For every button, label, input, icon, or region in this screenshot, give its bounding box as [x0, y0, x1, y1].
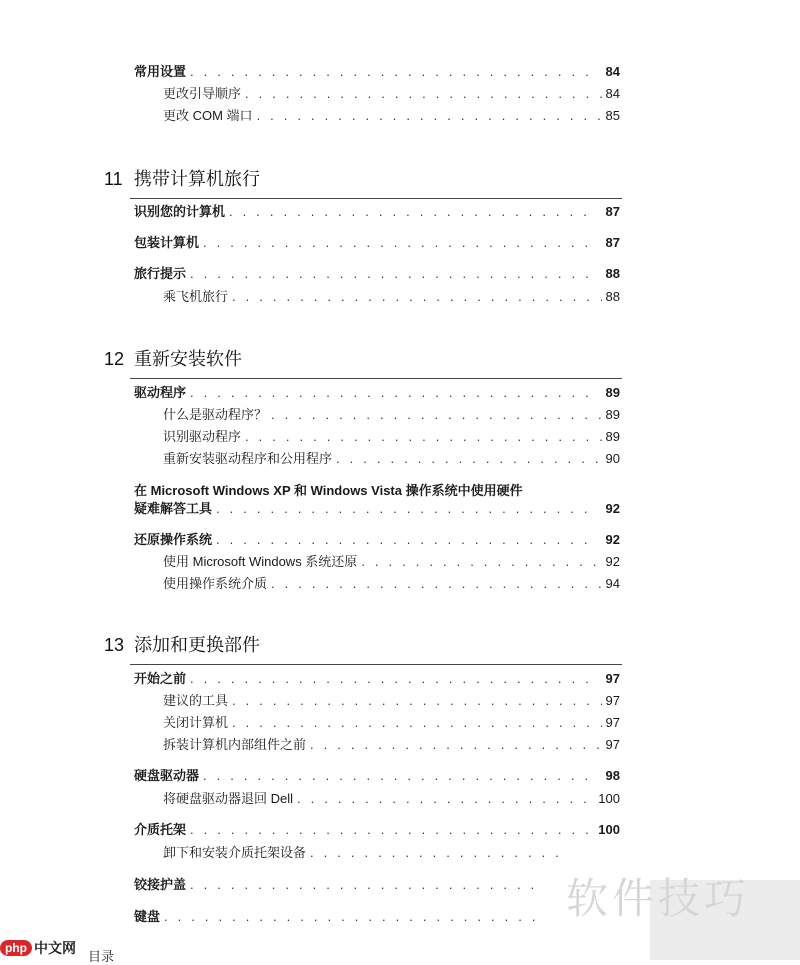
- chapter-title: 重新安装软件: [134, 349, 242, 369]
- toc-entry[interactable]: [134, 822, 620, 838]
- toc-entry[interactable]: [134, 64, 620, 80]
- logo-badge: php: [0, 940, 32, 956]
- leader-dots: [190, 64, 594, 80]
- leader-dots: [297, 791, 594, 807]
- toc-entry[interactable]: [134, 385, 620, 401]
- toc-entry[interactable]: [163, 576, 620, 592]
- toc-entry-page: 97: [605, 715, 620, 730]
- leader-dots: [229, 204, 594, 220]
- toc-entry-page: 100: [598, 822, 620, 837]
- leader-dots: [190, 385, 594, 401]
- watermark-text: 软件技巧: [566, 874, 751, 923]
- leader-dots: [336, 451, 602, 467]
- toc-entry[interactable]: [134, 909, 562, 925]
- toc-entry-page: 84: [605, 64, 620, 79]
- toc-entry-title: 更改引导顺序: [163, 86, 242, 101]
- chapter-number: 13: [104, 635, 125, 655]
- toc-entry-title: 使用 Microsoft Windows 系统还原: [163, 554, 358, 569]
- toc-entry[interactable]: [134, 532, 620, 548]
- toc-entry-page: 97: [605, 737, 620, 752]
- chapter-heading-12: [104, 348, 242, 370]
- toc-entry[interactable]: [134, 204, 620, 220]
- toc-entry-page: 84: [605, 86, 620, 101]
- toc-entry-title: 常用设置: [134, 64, 187, 79]
- toc-entry[interactable]: [163, 86, 620, 102]
- leader-dots: [232, 715, 602, 731]
- chapter-rule: [130, 378, 622, 379]
- toc-entry-title: 还原操作系统: [134, 532, 213, 547]
- toc-entry-title: 使用操作系统介质: [163, 576, 268, 591]
- toc-entry-page: 88: [605, 266, 620, 281]
- toc-entry[interactable]: [163, 108, 620, 124]
- leader-dots: [271, 407, 602, 423]
- toc-entry-title: 硬盘驱动器: [134, 768, 200, 783]
- toc-entry-title: 键盘: [134, 909, 161, 924]
- toc-entry[interactable]: [134, 768, 620, 784]
- toc-entry-page: 85: [605, 108, 620, 123]
- toc-entry[interactable]: [163, 737, 620, 753]
- leader-dots: [361, 554, 601, 570]
- toc-entry-title: 旅行提示: [134, 266, 187, 281]
- toc-entry-title: 卸下和安装介质托架设备: [163, 845, 307, 860]
- leader-dots: [190, 671, 594, 687]
- toc-entry-title: 铰接护盖: [134, 877, 187, 892]
- toc-entry-page: 97: [605, 693, 620, 708]
- leader-dots: [190, 877, 536, 893]
- toc-entry-title: 乘飞机旅行: [163, 289, 229, 304]
- toc-entry-page: 92: [605, 554, 620, 569]
- toc-entry-title: 驱动程序: [134, 385, 187, 400]
- toc-entry-title: 什么是驱动程序？: [163, 407, 268, 422]
- toc-entry-title: 更改 COM 端口: [163, 108, 253, 123]
- toc-entry-page: 94: [605, 576, 620, 591]
- toc-entry-page: 89: [605, 429, 620, 444]
- leader-dots: [245, 429, 602, 445]
- toc-entry-title: 开始之前: [134, 671, 187, 686]
- toc-entry-title: 介质托架: [134, 822, 187, 837]
- chapter-number: 12: [104, 349, 125, 369]
- toc-entry-page: 87: [605, 204, 620, 219]
- leader-dots: [190, 822, 594, 838]
- leader-dots: [190, 266, 594, 282]
- toc-entry-title: 将硬盘驱动器退回 Dell: [163, 791, 294, 806]
- toc-entry-title: 识别驱动程序: [163, 429, 242, 444]
- toc-entry-page: 90: [605, 451, 620, 466]
- toc-entry-page: 89: [605, 407, 620, 422]
- chapter-number: 11: [104, 169, 123, 189]
- chapter-rule: [130, 664, 622, 665]
- footer-label: 目录: [88, 949, 115, 964]
- toc-entry-page: 89: [605, 385, 620, 400]
- toc-entry[interactable]: [163, 791, 620, 807]
- chapter-title: 添加和更换部件: [134, 635, 260, 655]
- chapter-rule: [130, 198, 622, 199]
- toc-entry[interactable]: [163, 451, 620, 467]
- toc-entry-page: 87: [605, 235, 620, 250]
- toc-entry[interactable]: [134, 877, 562, 893]
- toc-entry[interactable]: [163, 407, 620, 423]
- chapter-heading-13: [104, 634, 260, 656]
- toc-entry-page: 100: [598, 791, 620, 806]
- toc-entry-title: 拆装计算机内部组件之前: [163, 737, 307, 752]
- toc-entry-page: 88: [605, 289, 620, 304]
- leader-dots: [216, 532, 594, 548]
- logo-text: 中文网: [34, 940, 76, 956]
- leader-dots: [232, 289, 602, 305]
- site-logo[interactable]: [0, 938, 76, 958]
- toc-entry-title: 识别您的计算机: [134, 204, 226, 219]
- leader-dots: [164, 909, 536, 925]
- toc-entry[interactable]: [134, 501, 620, 517]
- toc-entry-title: 包装计算机: [134, 235, 200, 250]
- leader-dots: [245, 86, 602, 102]
- toc-entry-title: 疑难解答工具: [134, 501, 213, 516]
- toc-entry-page: 92: [605, 532, 620, 547]
- toc-entry[interactable]: [134, 266, 620, 282]
- toc-entry[interactable]: [163, 715, 620, 731]
- toc-entry-title: 建议的工具: [163, 693, 229, 708]
- toc-entry[interactable]: [163, 693, 620, 709]
- toc-entry[interactable]: [134, 235, 620, 251]
- toc-entry-page: 92: [605, 501, 620, 516]
- chapter-heading-11: [104, 168, 260, 190]
- toc-entry[interactable]: [163, 429, 620, 445]
- leader-dots: [216, 501, 594, 517]
- leader-dots: [271, 576, 602, 592]
- leader-dots: [257, 108, 602, 124]
- toc-entry-line1[interactable]: [134, 483, 620, 499]
- leader-dots: [203, 768, 594, 784]
- toc-entry[interactable]: [134, 671, 620, 687]
- leader-dots: [310, 737, 602, 753]
- chapter-title: 携带计算机旅行: [134, 169, 260, 189]
- toc-entry-title: 在 Microsoft Windows XP 和 Windows Vista 操作系统中使用硬件: [134, 483, 523, 498]
- leader-dots: [232, 693, 602, 709]
- toc-entry-page: 97: [605, 671, 620, 686]
- toc-entry[interactable]: [163, 845, 563, 861]
- leader-dots: [203, 235, 594, 251]
- leader-dots: [310, 845, 559, 861]
- toc-entry-page: 98: [605, 768, 620, 783]
- toc-entry[interactable]: [163, 289, 620, 305]
- toc-entry-title: 重新安装驱动程序和公用程序: [163, 451, 333, 466]
- toc-entry[interactable]: [163, 554, 620, 570]
- toc-entry-title: 关闭计算机: [163, 715, 229, 730]
